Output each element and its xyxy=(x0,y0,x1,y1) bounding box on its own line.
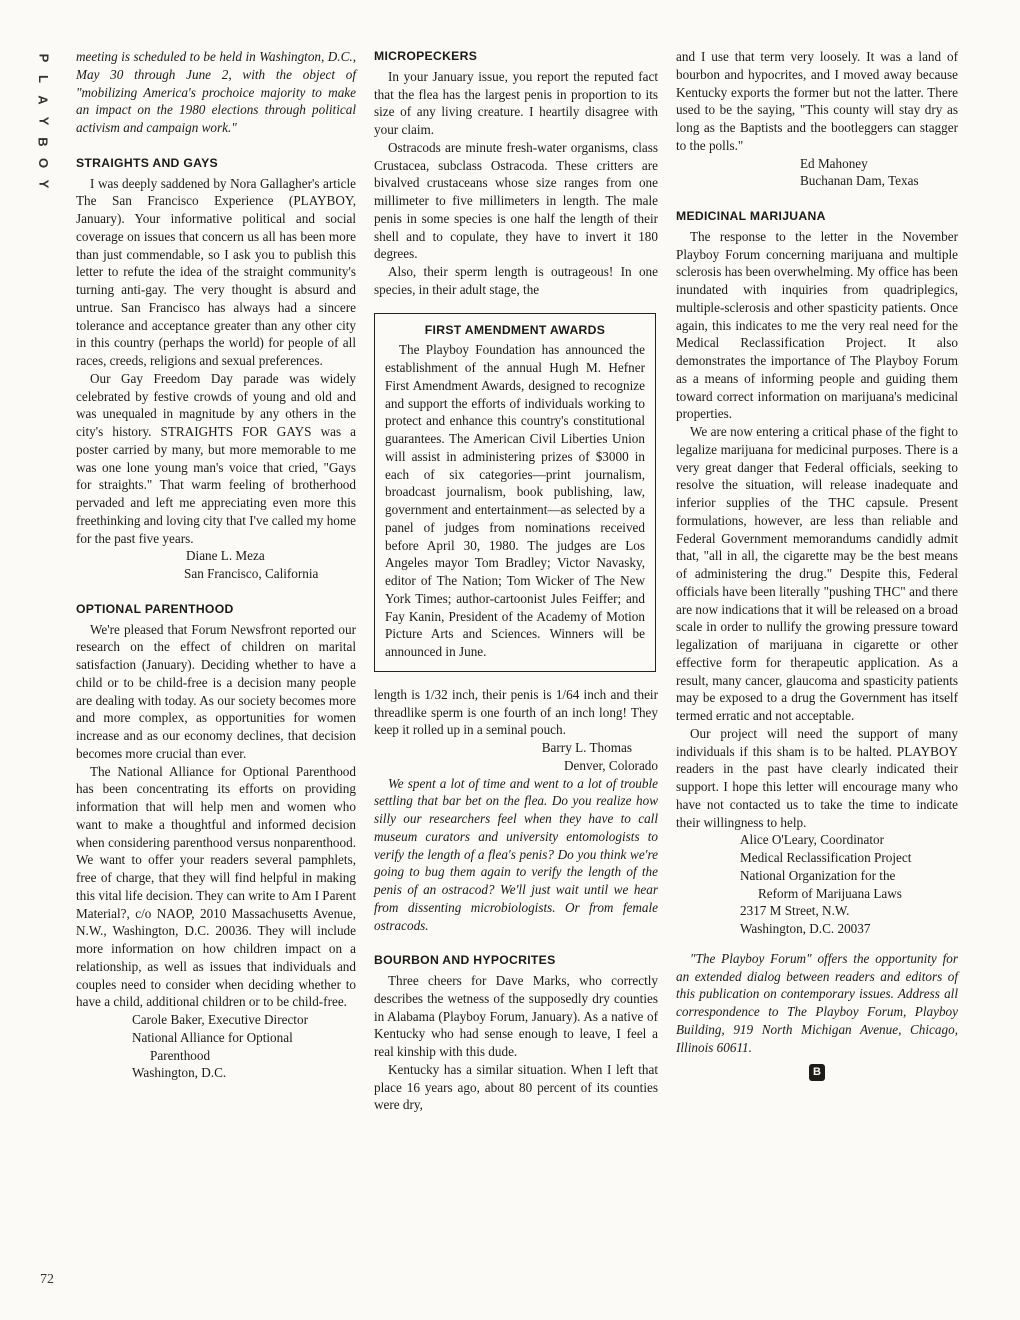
page-number: 72 xyxy=(40,1272,54,1287)
signature-org: National Alliance for Optional xyxy=(132,1029,293,1045)
letter-paragraph: and I use that term very loosely. It was a land of bourbon and hypocrites, and I moved away because Kentucky exports the former but not the latter. There used to be the saying, "This county will stay dry as long as the Baptists and the bootleggers can stagger to the polls." xyxy=(676,49,958,153)
section-heading-parenthood: OPTIONAL PARENTHOOD xyxy=(76,601,234,616)
signature-name: Alice O'Leary, Coordinator xyxy=(740,832,884,848)
playboy-bunny-logo-icon: B xyxy=(809,1064,825,1081)
signature-name: Barry L. Thomas xyxy=(541,740,632,755)
letter-paragraph: Ostracods are minute fresh-water organisms, class Crustacea, subclass Ostracoda. These critters are bivalved crustaceans whose size ranges from one millimeter to five millimeters in length. The male penis in some species is one half the length of their shell and to copulate, they have to invert it 180 degrees. xyxy=(374,139,658,262)
letter-paragraph: The National Alliance for Optional Parenthood has been concentrating its efforts on providing information that will help men and women who want to make a thoughtful and informed decision when considering parenthood versus nonparenthood. We want to offer your readers several pamphlets, free of charge, that they will find helpful in making this vital life decision. They can write to Am I Parent Material?, c/o NAOP, 2010 Massachusetts Avenue, N.W., Washington, D.C. 20036. They will include more information on how children impact on a relationship, as well as issues that individuals and couples need to consider when deciding whether to have a child, additional children or to be child-free. xyxy=(76,763,356,1010)
letter-paragraph: Our Gay Freedom Day parade was widely celebrated by festive crowds of young and old and was unequaled in magnitude by any others in the city's history. STRAIGHTS FOR GAYS was a poster carried by many, but more memorable to me was one lone young man's voice that cried, "Gays for straights." That warm feeling of brotherhood pervaded and left me appreciating even more this freethinking and loving city that I've called my home for the past five years. xyxy=(76,370,356,546)
masthead-letter: L xyxy=(35,75,51,83)
letter-paragraph: I was deeply saddened by Nora Gallagher's article The San Francisco Experience (PLAYBOY, January). Your informative political and social coverage on issues that concern us all has been more than just commendable, so I ask you to publish this letter to refute the idea of the straight community's turning anti-gay. The very thought is absurd and untrue. San Francisco has always had a sincere tolerance and acceptance greater than any other city in this country (perhaps the world) for people of all races, creeds, religions and sexual preferences. xyxy=(76,175,356,368)
signature-location: San Francisco, California xyxy=(184,566,319,581)
intro-italic-text: meeting is scheduled to be held in Washington, D.C., May 30 through June 2, with the object of "mobilizing America's prochoice majority to make an impact on the 1980 elections through political activism and campaign work." xyxy=(76,49,356,135)
masthead-letter: B xyxy=(35,137,51,147)
box-heading: FIRST AMENDMENT AWARDS xyxy=(424,322,606,337)
masthead-letter: A xyxy=(35,95,51,105)
column-middle xyxy=(374,48,658,1114)
letter-paragraph: Our project will need the support of many individuals if this sham is to be halted. PLAYBOY readers in the past have clearly indicated their support. I hope this letter will encourage many who have not contacted us to take the time to indicate their willingness to help. xyxy=(676,725,958,830)
section-heading-marijuana: MEDICINAL MARIJUANA xyxy=(676,209,826,223)
first-amendment-awards-box xyxy=(374,313,656,672)
signature-org: Parenthood xyxy=(150,1047,211,1063)
masthead-letter: Y xyxy=(35,116,51,126)
letter-paragraph: The response to the letter in the November Playboy Forum concerning marijuana and multiple sclerosis has been overwhelming. My office has been inundated with inquiries from quadriplegics, multiple-sclerosis and other spasticity patients. Once again, this indicates to me the very real need for the Medical Reclassification Project. It also demonstrates the importance of The Playboy Forum as a means of informing people and guiding them toward correct information on marijuana's medicinal properties. xyxy=(676,228,958,422)
masthead-letter: P xyxy=(35,53,51,63)
signature-address: 2317 M Street, N.W. xyxy=(740,903,850,919)
letter-paragraph: Also, their sperm length is outrageous! In one species, in their adult stage, the xyxy=(374,264,658,297)
signature-org: National Organization for the xyxy=(740,867,896,883)
masthead-letter: Y xyxy=(35,179,51,189)
signature-location: Washington, D.C. 20037 xyxy=(740,921,871,936)
letter-paragraph: We're pleased that Forum Newsfront reported our research on the effect of children on marital satisfaction (January). Deciding whether to have a child or to be child-free is a decision many people are dealing with today. As our society becomes more and more complex, as opportunities for women increase and as our economy declines, that decision becomes more crucial than ever. xyxy=(76,621,356,761)
signature-location: Buchanan Dam, Texas xyxy=(800,173,919,189)
box-paragraph: The Playboy Foundation has announced the establishment of the annual Hugh M. Hefner First Amendment Awards, designed to recognize and support the efforts of individuals working to protect and enhance this country's constitutional guarantees. The American Civil Liberties Union will assist in administering prizes of $3000 in each of six categories—print journalism, broadcast journalism, book publishing, law, government and entertainment—as selected by a panel of judges from nominations received before April 30, 1980. The judges are Los Angeles mayor Tom Bradley; Victor Navasky, editor of The Nation; Tom Wicker of The New York Times; author-cartoonist Jules Feiffer; and Fay Kanin, President of the Academy of Motion Picture Arts and Sciences. Winners will be announced in June. xyxy=(385,342,645,659)
letter-paragraph: We are now entering a critical phase of the fight to legalize marijuana for medicinal purposes. There is a very great danger that Federal officials, seeking to resolve the situation, will release inadequate and inferior supplies of the THC capsule. Present formulations, however, are less than reliable and Federal Government memorandums candidly admit that, "all in all, the cigarette may be the best means of administering the drug." Despite this, Federal officials have been literally "pushing THC" and there are now indications that it will be released on a broad scale in order to nullify the growing pressure toward legalization of marijuana in cigarette or other effective form for therapeutic application. As a result, many cancer, glaucoma and spasticity patients may be exposed to a drug the Government has itself termed erratic and not acceptable. xyxy=(676,424,958,723)
letter-paragraph: Three cheers for Dave Marks, who correctly describes the wetness of the supposedly dry counties in Alabama (Playboy Forum, January). As a native of Kentucky who had sense enough to leave, I feel a real kinship with this dude. xyxy=(374,973,658,1059)
signature-name: Ed Mahoney xyxy=(800,155,868,171)
letter-paragraph: In your January issue, you report the reputed fact that the flea has the largest penis in proportion to its size of any living creature. I heartily disagree with your claim. xyxy=(374,68,658,137)
signature-name: Carole Baker, Executive Director xyxy=(132,1012,308,1027)
letter-paragraph: length is 1/32 inch, their penis is 1/64 inch and their threadlike sperm is one fourth of an inch long! They keep it rolled up in a seminal pouch. xyxy=(374,686,658,738)
letter-paragraph: Kentucky has a similar situation. When I left that place 16 years ago, about 80 percent of its counties were dry, xyxy=(374,1061,658,1113)
section-heading-micropeckers: MICROPECKERS xyxy=(374,49,478,63)
signature-org: Medical Reclassification Project xyxy=(740,850,912,865)
column-right xyxy=(676,48,958,1081)
playboy-vertical-masthead xyxy=(30,50,56,192)
editor-reply: We spent a lot of time and went to a lot of trouble settling that bar bet on the flea. Do you realize how silly our researchers feel when they have to call museum curators and university entomologists to verify the length of a flea's penis? Do you think we're going to bug them again to verify the length of the penis of an ostracod? We'll just wait until we hear from dissenting microbiologists. Or from female ostracods. xyxy=(374,775,658,933)
section-heading-bourbon: BOURBON AND HYPOCRITES xyxy=(374,953,556,968)
signature-org: Reform of Marijuana Laws xyxy=(758,885,902,901)
section-heading-straights: STRAIGHTS AND GAYS xyxy=(76,155,218,170)
signature-name: Diane L. Meza xyxy=(186,548,265,564)
signature-location: Washington, D.C. xyxy=(132,1065,227,1081)
forum-note: "The Playboy Forum" offers the opportunity for an extended dialog between readers and editors of this publication on contemporary issues. Address all correspondence to The Playboy Forum, Playboy Building, 919 North Michigan Avenue, Chicago, Illinois 60611. xyxy=(676,950,958,1055)
masthead-letter: O xyxy=(36,157,51,169)
column-left xyxy=(76,48,356,1082)
signature-location: Denver, Colorado xyxy=(564,757,658,773)
